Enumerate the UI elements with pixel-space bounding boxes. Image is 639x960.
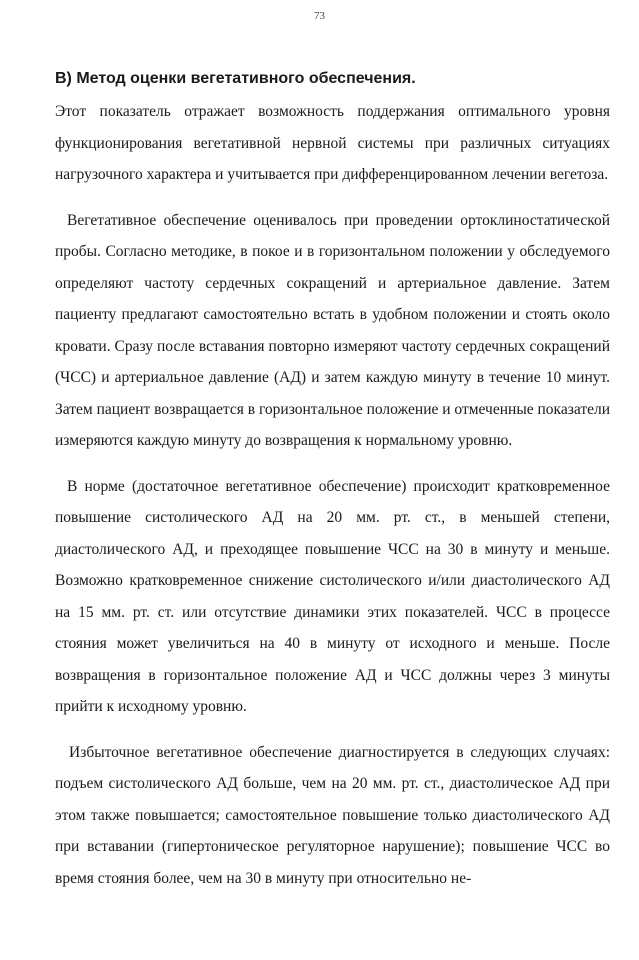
paragraph-2-text: Вегетативное обеспечение оценивалось при проведении ортоклиностатической пробы. Согласно методике, в покое и в горизонтальном положении у обследуемого определяют частоту сердечных сокращений и артериальное давление. Затем пациенту предлагают самостоятельно встать в удобном положении и стоять около кровати. Сразу после вставания повторно измеряют частоту сердечных сокращений (ЧСС) и артериальное давление (АД) и затем каждую минуту в течение 10 минут. Затем пациент возвращается в горизонтальное положение и отмеченные показатели измеряются каждую минуту до возвращения к нормальному уровню. [55,211,610,449]
paragraph-4-text: Избыточное вегетативное обеспечение диагностируется в следующих случаях: подъем систолического АД больше, чем на 20 мм. рт. ст., диастолическое АД при этом также повышается; самостоятельное повышение только диастолического АД при вставании (гипертоническое регуляторное нарушение); повышение ЧСС во время стояния более, чем на 30 в минуту при относительно не- [55,743,610,887]
paragraph-4 [55,737,610,895]
paragraph-1-text: Этот показатель отражает возможность поддержания оптимального уровня функционирования вегетативной нервной системы при различных ситуациях нагрузочного характера и учитывается при дифференцированном лечении вегетоза. [55,103,610,183]
section-heading: В) Метод оценки вегетативного обеспечения. [55,70,416,87]
page-number: 73 [314,10,325,22]
paragraph-1 [55,96,610,191]
page-content [55,62,610,894]
paragraph-2 [55,205,610,457]
paragraph-3 [55,471,610,723]
paragraph-3-text: В норме (достаточное вегетативное обеспечение) происходит кратковременное повышение систолического АД на 20 мм. рт. ст., в меньшей степени, диастолического АД, и преходящее повышение ЧСС на 30 в минуту и меньше. Возможно кратковременное снижение систолического и/или диастолического АД на 15 мм. рт. ст. или отсутствие динамики этих показателей. ЧСС в процессе стояния может увеличиться на 40 в минуту от исходного и меньше. После возвращения в горизонтальное положение АД и ЧСС должны через 3 минуты прийти к исходному уровню. [55,477,610,715]
